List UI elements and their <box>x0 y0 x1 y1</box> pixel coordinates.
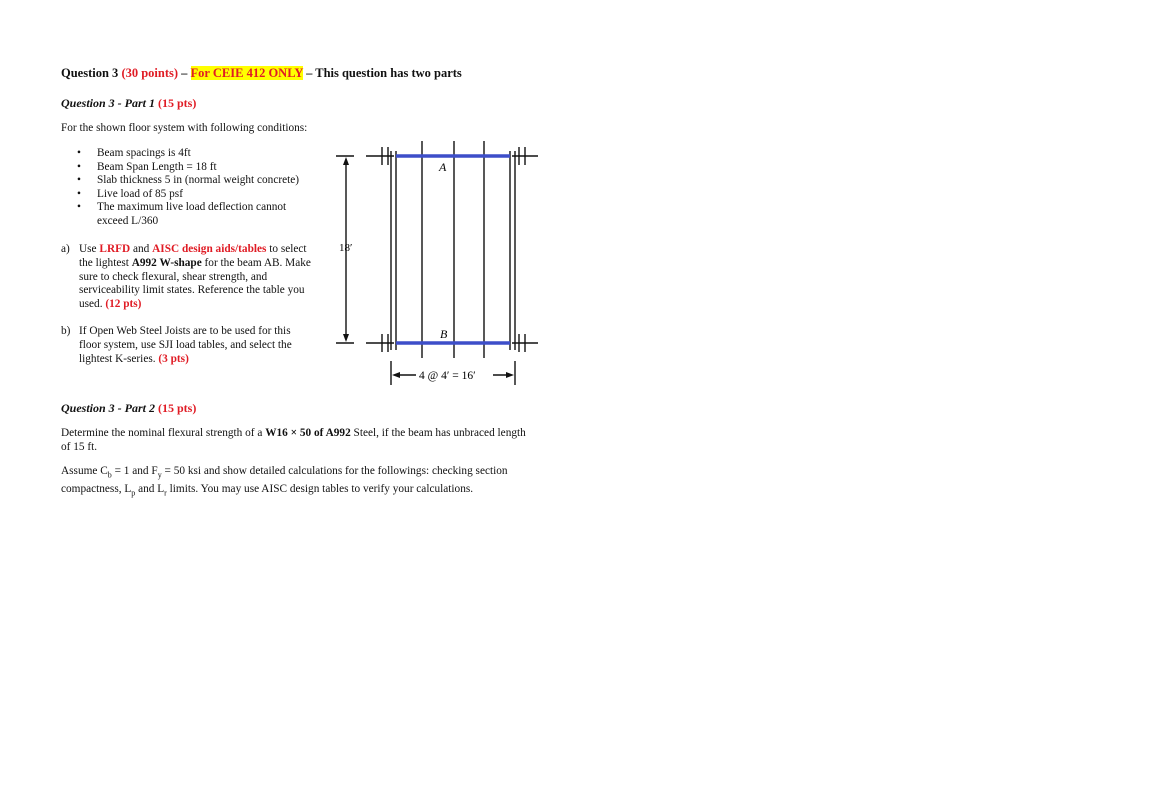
spacing-label: 4 @ 4′ = 16′ <box>419 370 476 382</box>
item-b-marker: b) <box>61 325 71 337</box>
item-a <box>61 243 323 312</box>
cb-symbol: C <box>100 465 108 477</box>
title-prefix: Question 3 <box>61 66 119 80</box>
part2-eq2: = 50 ksi and show detailed calculations for the followings: checking section compactness, <box>61 465 508 496</box>
condition-continuation: exceed L/360 <box>97 214 159 227</box>
floor-framing-diagram <box>330 135 545 390</box>
item-b <box>61 325 311 366</box>
part1-label: Question 3 - Part 1 <box>61 96 156 110</box>
part2-p1-t1: Determine the nominal flexural strength of a <box>61 427 266 439</box>
item-a-aisc: AISC design aids/tables <box>152 243 267 255</box>
item-a-lrfd: LRFD <box>99 243 131 255</box>
lr-symbol: L <box>157 483 165 496</box>
arrow-head <box>343 334 349 342</box>
arrow-head <box>506 372 514 378</box>
item-a-t3: to select the lightest <box>79 243 307 269</box>
span-label: 18′ <box>339 242 353 254</box>
item-b-text <box>79 325 311 366</box>
condition-item: • Beam spacings is 4ft <box>61 147 331 161</box>
condition-item: • The maximum live load deflection cannot <box>61 201 331 215</box>
title-highlight: For CEIE 412 ONLY <box>190 66 303 80</box>
lp-subscript: p <box>131 488 136 498</box>
part2-p1-t2: Steel, if the beam has unbraced length of 15 ft. <box>61 427 526 454</box>
item-a-text <box>79 243 323 312</box>
arrow-head <box>392 372 400 378</box>
item-a-shape: A992 W-shape <box>131 256 202 269</box>
part2-shape: W16 × 50 of A992 <box>265 427 351 439</box>
part1-points: (15 pts) <box>158 96 197 110</box>
condition-item: • Beam Span Length = 18 ft <box>61 161 331 175</box>
item-a-marker: a) <box>61 243 70 255</box>
part2-eq1: = 1 and <box>111 465 152 477</box>
item-a-t4: for the beam AB. Make sure to check flexural, shear strength, and serviceability limit states. Reference the table you used. <box>79 256 311 311</box>
part2-assume: Assume <box>61 465 101 477</box>
part1-heading <box>61 96 196 111</box>
cb-subscript: b <box>107 470 112 480</box>
part2-and: and <box>135 483 158 496</box>
lr-subscript: r <box>164 488 167 498</box>
question-title <box>61 66 462 81</box>
part1-intro: For the shown floor system with following conditions: <box>61 122 308 134</box>
item-b-points: (3 pts) <box>158 352 189 365</box>
item-a-t1: Use <box>79 243 100 255</box>
title-suffix: – This question has two parts <box>302 66 462 80</box>
fy-symbol: F <box>151 465 158 477</box>
part2-paragraph-1 <box>61 426 531 455</box>
part2-label: Question 3 - Part 2 <box>61 401 156 415</box>
title-dash: – <box>178 66 191 80</box>
part2-paragraph-2 <box>61 464 511 501</box>
item-a-t2: and <box>130 243 153 255</box>
label-a: A <box>439 160 447 174</box>
condition-item: • Live load of 85 psf <box>61 188 331 202</box>
fy-subscript: y <box>157 470 162 480</box>
item-b-t1: If Open Web Steel Joists are to be used for this floor system, use SJI load tables, and select the lightest K-series. <box>79 325 292 365</box>
part2-end: limits. You may use AISC design tables to verify your calculations. <box>166 483 474 496</box>
part2-heading <box>61 401 196 416</box>
item-a-points: (12 pts) <box>105 298 142 311</box>
title-points: (30 points) <box>121 66 179 80</box>
lp-symbol: L <box>124 483 132 496</box>
condition-item: • Slab thickness 5 in (normal weight concrete) <box>61 174 331 188</box>
arrow-head <box>343 157 349 165</box>
label-b: B <box>440 327 448 341</box>
part2-points: (15 pts) <box>158 401 197 415</box>
conditions-list <box>61 147 331 229</box>
